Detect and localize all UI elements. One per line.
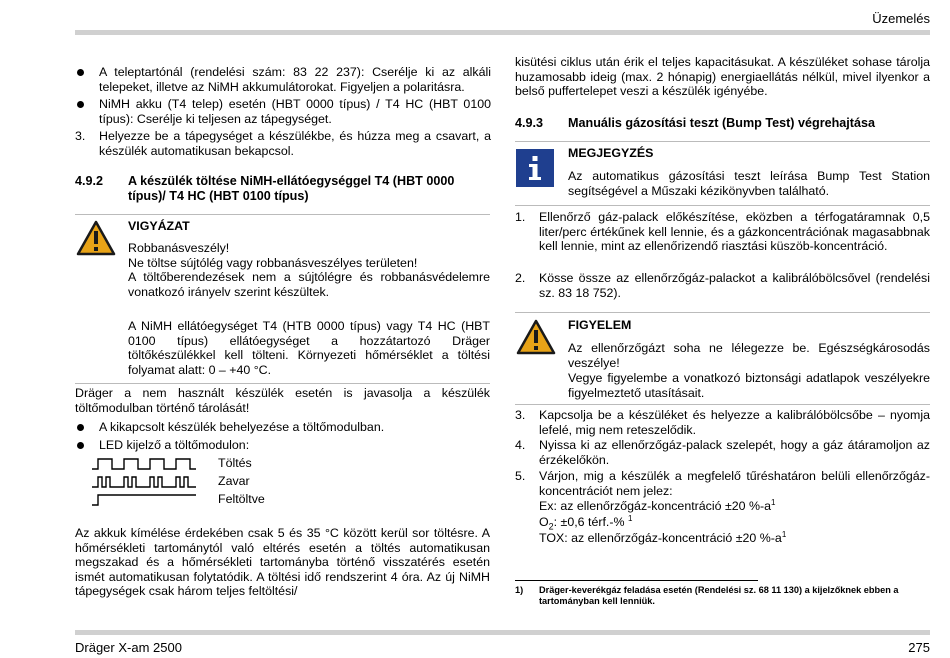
info-icon xyxy=(516,149,554,187)
caution-paragraph: A NiMH ellátóegységet T4 (HTB 0000 típus) vagy T4 HC (HBT 0100 típus) ellátóegységet a hozzátartozó Dräger töltőkészülékkel kell tölteni. Környezeti hőmérséklet a töltési folyamat alatt: 0 – +40 °C. xyxy=(128,319,490,377)
list-item xyxy=(515,469,930,498)
step-number: 1. xyxy=(515,210,526,224)
list-item xyxy=(515,210,930,254)
warning-triangle-icon xyxy=(76,220,116,256)
bottom-rule xyxy=(75,630,930,635)
divider xyxy=(515,141,930,142)
tolerance-tox xyxy=(539,531,786,546)
tolerance-text: Ex: az ellenőrzőgáz-koncentráció ±20 %-a xyxy=(539,499,772,513)
tolerance-text: O xyxy=(539,515,549,529)
step-text: Kapcsolja be a készüléket és helyezze a kalibrálóbölcsőbe – nyomja lefelé, mig nem reteszelődik. xyxy=(539,408,930,437)
step-number: 2. xyxy=(515,271,526,285)
footnote-number: 1) xyxy=(515,585,524,595)
battery-paragraph: Az akkuk kímélése érdekében csak 5 és 35 °C között kerül sor töltésre. A hőmérsékleti tartománytól való eltérés esetén a töltés automatikusan megszakad és a hőmérsékleti tartományba történő visszatérés esetén ismét automatikusan folytatódik. A töltési idő rendszerint 4 óra. Az új NiMH tápegységek csak három teljes feltöltési/ xyxy=(75,526,490,598)
bullet-text: A teleptartónál (rendelési szám: 83 22 237): Cserélje ki az alkáli telepeket, illetve az NiMH akkumulátorokat. Figyeljen a polaritásra. xyxy=(99,65,491,94)
divider xyxy=(75,214,490,215)
section-number: 4.9.2 xyxy=(75,174,104,188)
caution-line: Ne töltse sújtólég vagy robbanásveszélyes területen! xyxy=(128,255,418,270)
step-text: Ellenőrző gáz-palack előkészítése, eközben a térfogatáramnak 0,5 liter/perc értékűnek kell lennie, és a gázkoncentrációnak magasabbnak kell lennie, mint az ellenőrizendő riasztási küszöb-koncentráció. xyxy=(539,210,930,253)
tolerance-text: TOX: az ellenőrzőgáz-koncentráció ±20 %-a xyxy=(539,531,782,545)
caution-line: A töltőberendezések nem a sújtólégre és robbanásvédelemre vonatkozó irányelv szerint készültek. xyxy=(128,270,490,299)
list-item xyxy=(515,271,930,300)
tolerance-o2 xyxy=(539,515,632,530)
divider xyxy=(515,404,930,405)
step-text: Várjon, mig a készülék a megfelelő tűréshatáron belüli ellenőrzőgáz-koncentrációt nem jelez: xyxy=(539,469,930,498)
bullet-icon xyxy=(77,69,84,76)
footnote-mark: 1 xyxy=(771,497,776,507)
list-item xyxy=(75,65,491,94)
tolerance-text: : ±0,6 térf.-% xyxy=(553,515,625,529)
step-number: 3. xyxy=(75,129,86,143)
note-body: Az automatikus gázosítási teszt leírása Bump Test Station segítségével a Műszaki kézikönyvben található. xyxy=(568,169,930,198)
led-state-label: Töltés xyxy=(218,456,252,470)
list-item xyxy=(515,408,930,437)
list-item xyxy=(75,97,491,126)
divider xyxy=(515,205,930,206)
section-title: Manuális gázosítási teszt (Bump Test) végrehajtása xyxy=(568,116,875,130)
bullet-icon xyxy=(77,442,84,449)
bullet-text: A kikapcsolt készülék behelyezése a töltőmodulban. xyxy=(99,420,385,434)
running-header: Üzemelés xyxy=(872,11,930,26)
step-number: 3. xyxy=(515,408,526,422)
caution-line: Robbanásveszély! xyxy=(128,241,230,255)
bullet-text: LED kijelző a töltőmodulon: xyxy=(99,438,250,452)
note-title: MEGJEGYZÉS xyxy=(568,146,654,160)
bullet-text: NiMH akku (T4 telep) esetén (HBT 0000 típus) / T4 HC (HBT 0100 típus): Cserélje ki teljesen az tápegységet. xyxy=(99,97,491,126)
list-item xyxy=(75,438,491,453)
step-number: 5. xyxy=(515,469,526,483)
footnote-rule xyxy=(515,580,758,581)
bullet-icon xyxy=(77,424,84,431)
warning-title: FIGYELEM xyxy=(568,318,632,332)
warning-triangle-icon xyxy=(516,319,556,355)
storage-note: Dräger a nem használt készülék esetén is javasolja a készülék töltőmodulban történő tárolását! xyxy=(75,386,490,415)
subscript: 2 xyxy=(548,521,554,532)
list-item xyxy=(75,129,491,158)
divider xyxy=(75,383,490,384)
step-number: 4. xyxy=(515,438,526,452)
caution-title: VIGYÁZAT xyxy=(128,219,190,233)
step-text: Helyezze be a tápegységet a készülékbe, és húzza meg a csavart, a készülék automatikusan bekapcsol. xyxy=(99,129,491,158)
top-rule xyxy=(75,30,930,35)
list-item xyxy=(75,420,491,435)
step-text: Kösse össze az ellenőrzőgáz-palackot a kalibrálóbölcsővel (rendelési sz. 83 18 752). xyxy=(539,271,930,300)
footer-product: Dräger X-am 2500 xyxy=(75,640,182,655)
caution-body xyxy=(128,241,490,299)
led-pattern-charged-icon xyxy=(92,492,197,508)
continued-paragraph: kisütési ciklus után érik el teljes kapacitásukat. A készüléket sohase tárolja huzamosabb ideig (max. 2 hónapig) energiaellátás nélkül, mivel ilyenkor a belső puffertelepet veszi a készülék igényébe. xyxy=(515,55,930,98)
section-title: A készülék töltése NiMH-ellátóegységgel T4 (HBT 0000 típus)/ T4 HC (HBT 0100 típus) xyxy=(128,174,455,203)
step-text: Nyissa ki az ellenőrzőgáz-palack szelepét, hogy a gáz átáramoljon az érzékelőkön. xyxy=(539,438,930,467)
section-number: 4.9.3 xyxy=(515,116,544,130)
footnote-text: Dräger-keverékgáz feladása esetén (Rendelési sz. 68 11 130) a kijelzőknek ebben a tartományban kell lenniük. xyxy=(539,585,899,606)
page-number: 275 xyxy=(908,640,930,655)
footnote-mark: 1 xyxy=(627,513,633,523)
divider xyxy=(515,312,930,313)
led-pattern-fault-icon xyxy=(92,474,197,490)
led-state-label: Feltöltve xyxy=(218,492,265,506)
led-pattern-charging-icon xyxy=(92,456,197,472)
footnote-mark: 1 xyxy=(781,529,787,539)
warning-line: Vegye figyelembe a vonatkozó biztonsági adatlapok veszélyekre figyelmeztető utasításait. xyxy=(568,371,930,400)
warning-line: Az ellenőrzőgázt soha ne lélegezze be. Egészségkárosodás veszélye! xyxy=(568,341,930,370)
led-state-label: Zavar xyxy=(218,474,250,488)
bullet-icon xyxy=(77,101,84,108)
list-item xyxy=(515,438,930,467)
tolerance-ex xyxy=(539,499,775,514)
